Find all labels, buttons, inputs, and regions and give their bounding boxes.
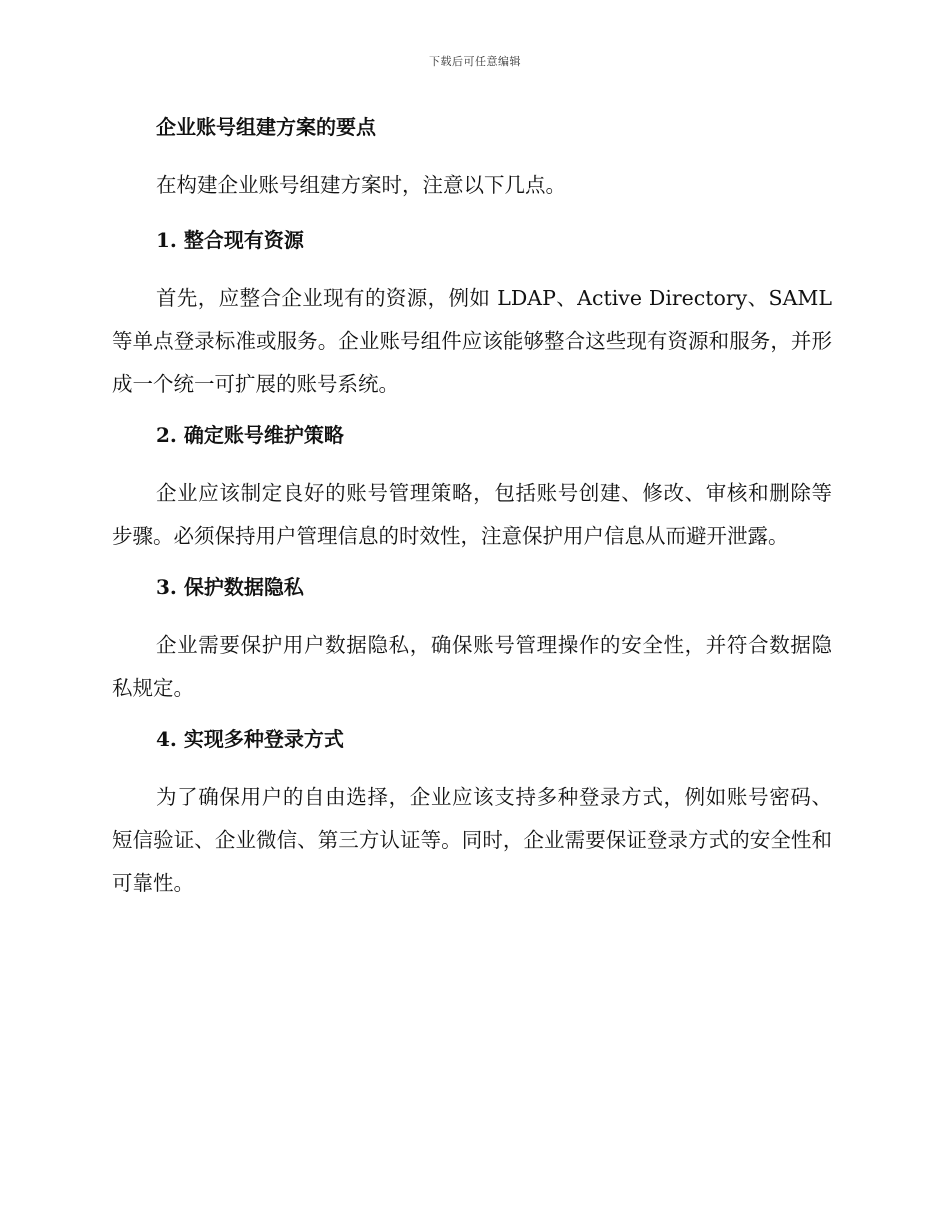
document-body (112, 110, 832, 917)
document-title: 企业账号组建方案的要点 (156, 115, 376, 139)
section-1-heading: 1. 整合现有资源 (156, 228, 304, 252)
intro-paragraph: 在构建企业账号组建方案时，注意以下几点。 (156, 173, 566, 197)
section-3-heading: 3. 保护数据隐私 (156, 575, 304, 599)
section-2-heading: 2. 确定账号维护策略 (156, 423, 344, 447)
section-3-body: 企业需要保护用户数据隐私，确保账号管理操作的安全性，并符合数据隐私规定。 (112, 633, 832, 700)
section-4-body: 为了确保用户的自由选择，企业应该支持多种登录方式，例如账号密码、短信验证、企业微信、第三方认证等。同时，企业需要保证登录方式的安全性和可靠性。 (112, 785, 832, 895)
section-4-heading: 4. 实现多种登录方式 (156, 727, 344, 751)
page-header: 下载后可任意编辑 (429, 55, 521, 68)
section-2-body: 企业应该制定良好的账号管理策略，包括账号创建、修改、审核和删除等步骤。必须保持用户管理信息的时效性，注意保护用户信息从而避开泄露。 (112, 481, 832, 548)
section-1-body: 首先，应整合企业现有的资源，例如 LDAP、Active Directory、SAML 等单点登录标准或服务。企业账号组件应该能够整合这些现有资源和服务，并形成一个统一可扩展的账号系统。 (112, 286, 832, 396)
